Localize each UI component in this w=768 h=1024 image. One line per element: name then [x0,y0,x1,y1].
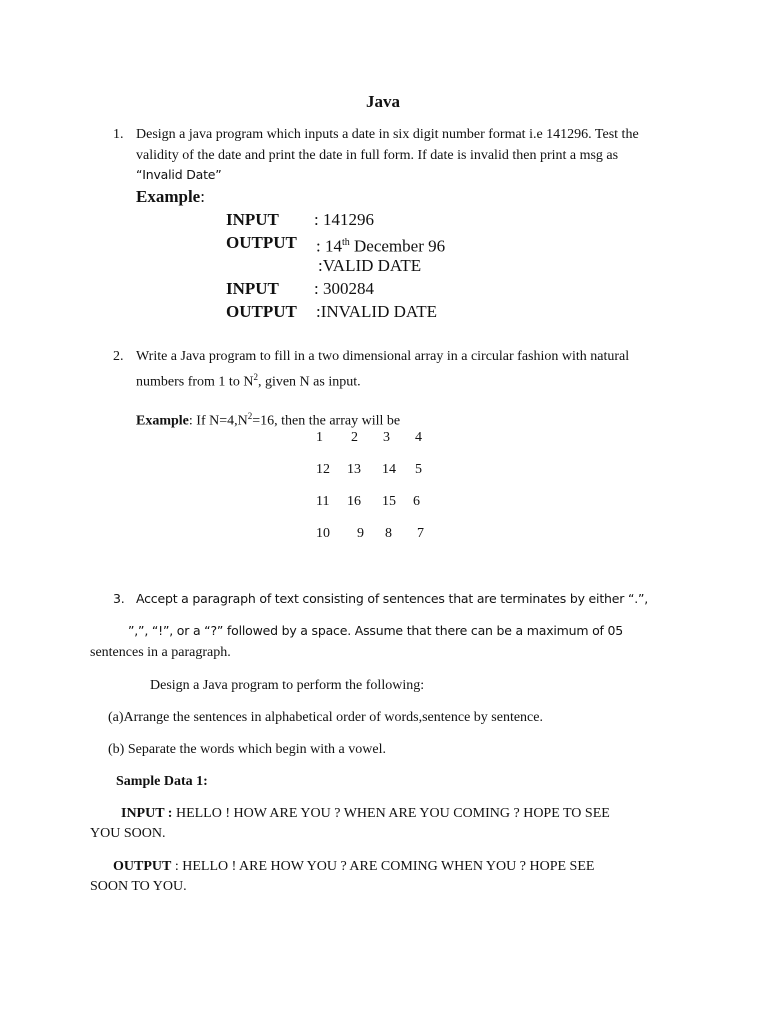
text-part: =16, then the array will be [252,413,401,429]
question-text-line: sentences in a paragraph. [90,645,231,660]
output-text: : HELLO ! ARE HOW YOU ? ARE COMING WHEN YOU ? HOPE SEE [171,859,595,874]
task-item: (b) Separate the words which begin with a vowel. [108,742,386,757]
question-text-line: ”,”, “!”, or a “?” followed by a space. Assume that there can be a maximum of 05 [128,623,624,638]
matrix-cell: 5 [415,462,422,477]
io-key: INPUT [226,210,279,229]
question-number: 1. [113,127,124,142]
matrix-cell: 14 [382,462,396,477]
question-text-line: “Invalid Date” [136,167,222,182]
io-key: INPUT [226,279,279,298]
instruction-line: Design a Java program to perform the following: [150,678,425,693]
matrix-cell: 3 [383,430,390,445]
io-value-part: : 14 [316,236,342,256]
superscript: 2 [253,372,258,382]
superscript: 2 [247,411,253,421]
matrix-cell: 15 [382,494,396,509]
matrix-cell: 9 [357,526,364,541]
text-part: numbers from 1 to N [136,374,254,390]
question-number: 3. [113,591,125,606]
sample-output-line: SOON TO YOU. [90,879,187,894]
matrix-row [316,454,424,486]
matrix-cell: 16 [347,494,361,509]
matrix-cell: 6 [413,494,420,509]
sample-output-line [113,856,594,877]
question-text-line [136,367,361,393]
matrix-row [316,518,424,550]
example-label: Example [136,413,189,429]
sample-input-line: YOU SOON. [90,826,166,841]
question-number: 2. [113,349,124,364]
matrix-cell: 11 [316,494,330,509]
matrix-cell: 7 [417,526,424,541]
text-part: : If N=4,N [188,413,248,429]
question-text-line: validity of the date and print the date in full form. If date is invalid then print a msg as [136,148,619,163]
question-text-line: Write a Java program to fill in a two dimensional array in a circular fashion with natural [136,349,630,364]
example-colon: : [200,187,205,206]
text-part: , given N as input. [257,374,361,390]
input-label: INPUT : [121,806,173,821]
matrix-row [316,422,424,454]
input-text: HELLO ! HOW ARE YOU ? WHEN ARE YOU COMING ? HOPE TO SEE [172,806,610,821]
output-label: OUTPUT [113,859,172,874]
example-label: Example [136,187,201,206]
matrix-cell: 13 [347,462,361,477]
io-value: :VALID DATE [318,256,422,275]
matrix-cell: 2 [351,430,358,445]
sample-heading: Sample Data 1: [116,774,208,789]
matrix-cell: 12 [316,462,330,477]
io-value: :INVALID DATE [316,302,438,321]
matrix-cell: 10 [316,526,330,541]
question-text-line: Design a java program which inputs a date in six digit number format i.e 141296. Test the [136,127,639,142]
question-text-line: Accept a paragraph of text consisting of sentences that are terminates by either “.”, [136,591,649,606]
io-value-part: December 96 [349,236,446,256]
matrix-cell: 1 [316,430,323,445]
superscript: th [341,237,350,248]
io-key: OUTPUT [226,233,297,252]
example-heading [136,185,205,208]
io-key: OUTPUT [226,302,297,321]
page-title: Java [366,92,400,111]
io-value: : 141296 [314,210,374,229]
task-item: (a)Arrange the sentences in alphabetical order of words,sentence by sentence. [108,710,543,725]
io-value: : 300284 [314,279,374,298]
matrix-row [316,486,424,518]
spiral-matrix [316,422,424,550]
matrix-cell: 8 [385,526,392,541]
sample-input-line [121,803,610,824]
matrix-cell: 4 [415,430,422,445]
